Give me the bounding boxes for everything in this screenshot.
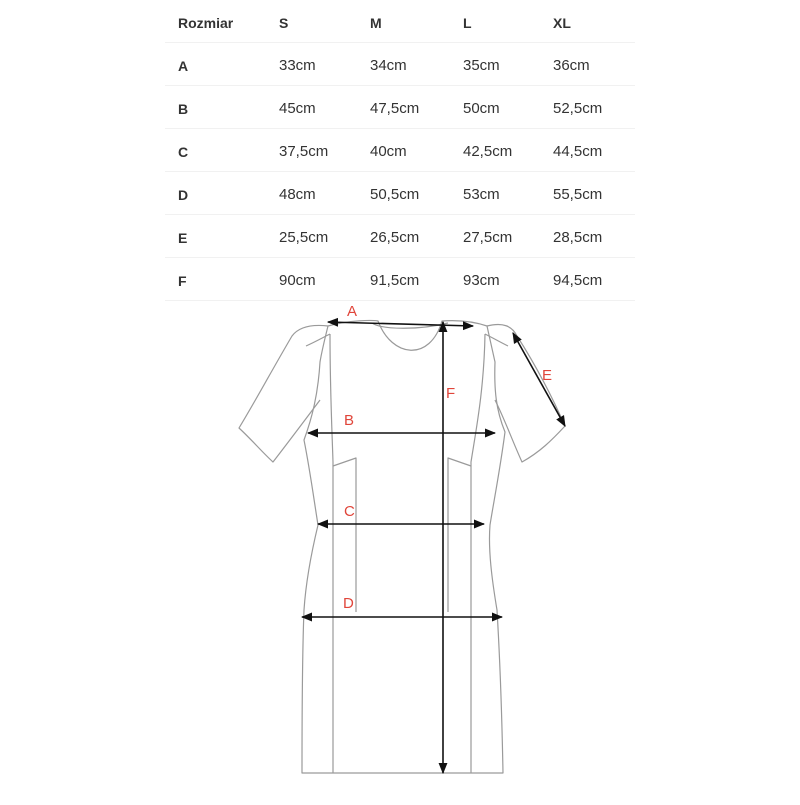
header-size-l: L [463,15,472,31]
cell-s: 25,5cm [279,229,329,246]
row-label: E [178,230,188,246]
cell-xl: 36cm [553,57,590,74]
cell-l: 27,5cm [463,229,513,246]
cell-s: 45cm [279,100,316,117]
cell-m: 91,5cm [370,272,420,289]
cell-l: 93cm [463,272,500,289]
cell-m: 47,5cm [370,100,420,117]
cell-m: 40cm [370,143,407,160]
cell-xl: 28,5cm [553,229,603,246]
cell-m: 34cm [370,57,407,74]
row-label: A [178,58,189,74]
left-panel-seam [330,334,333,773]
cell-l: 50cm [463,100,500,117]
left-pocket [333,458,356,612]
cell-s: 90cm [279,272,316,289]
label-b: B [344,412,355,429]
row-label: B [178,101,189,117]
right-shoulder-seam [485,334,508,346]
cell-l: 53cm [463,186,500,203]
cell-xl: 44,5cm [553,143,603,160]
cell-m: 26,5cm [370,229,420,246]
label-a: A [347,303,358,320]
row-label: D [178,187,189,203]
header-size-label: Rozmiar [178,15,234,31]
cell-s: 48cm [279,186,316,203]
cell-xl: 55,5cm [553,186,603,203]
cell-l: 42,5cm [463,143,513,160]
header-size-m: M [370,15,382,31]
cell-xl: 94,5cm [553,272,603,289]
row-label: C [178,144,189,160]
right-panel-seam [471,334,485,773]
label-c: C [344,503,355,520]
left-shoulder-seam [306,334,330,346]
header-size-s: S [279,15,289,31]
label-e: E [542,367,553,384]
dress-outline [239,321,565,773]
measure-arrows [302,322,565,773]
cell-s: 37,5cm [279,143,329,160]
arrow-e [513,333,565,426]
row-label: F [178,273,187,289]
cell-l: 35cm [463,57,500,74]
right-sleeve-outline [487,324,565,462]
cell-xl: 52,5cm [553,100,603,117]
label-f: F [446,385,456,402]
arrow-a [328,322,473,326]
cell-s: 33cm [279,57,316,74]
cell-m: 50,5cm [370,186,420,203]
label-d: D [343,595,354,612]
header-size-xl: XL [553,15,571,31]
right-pocket [448,458,471,612]
left-sleeve-outline [239,325,328,462]
